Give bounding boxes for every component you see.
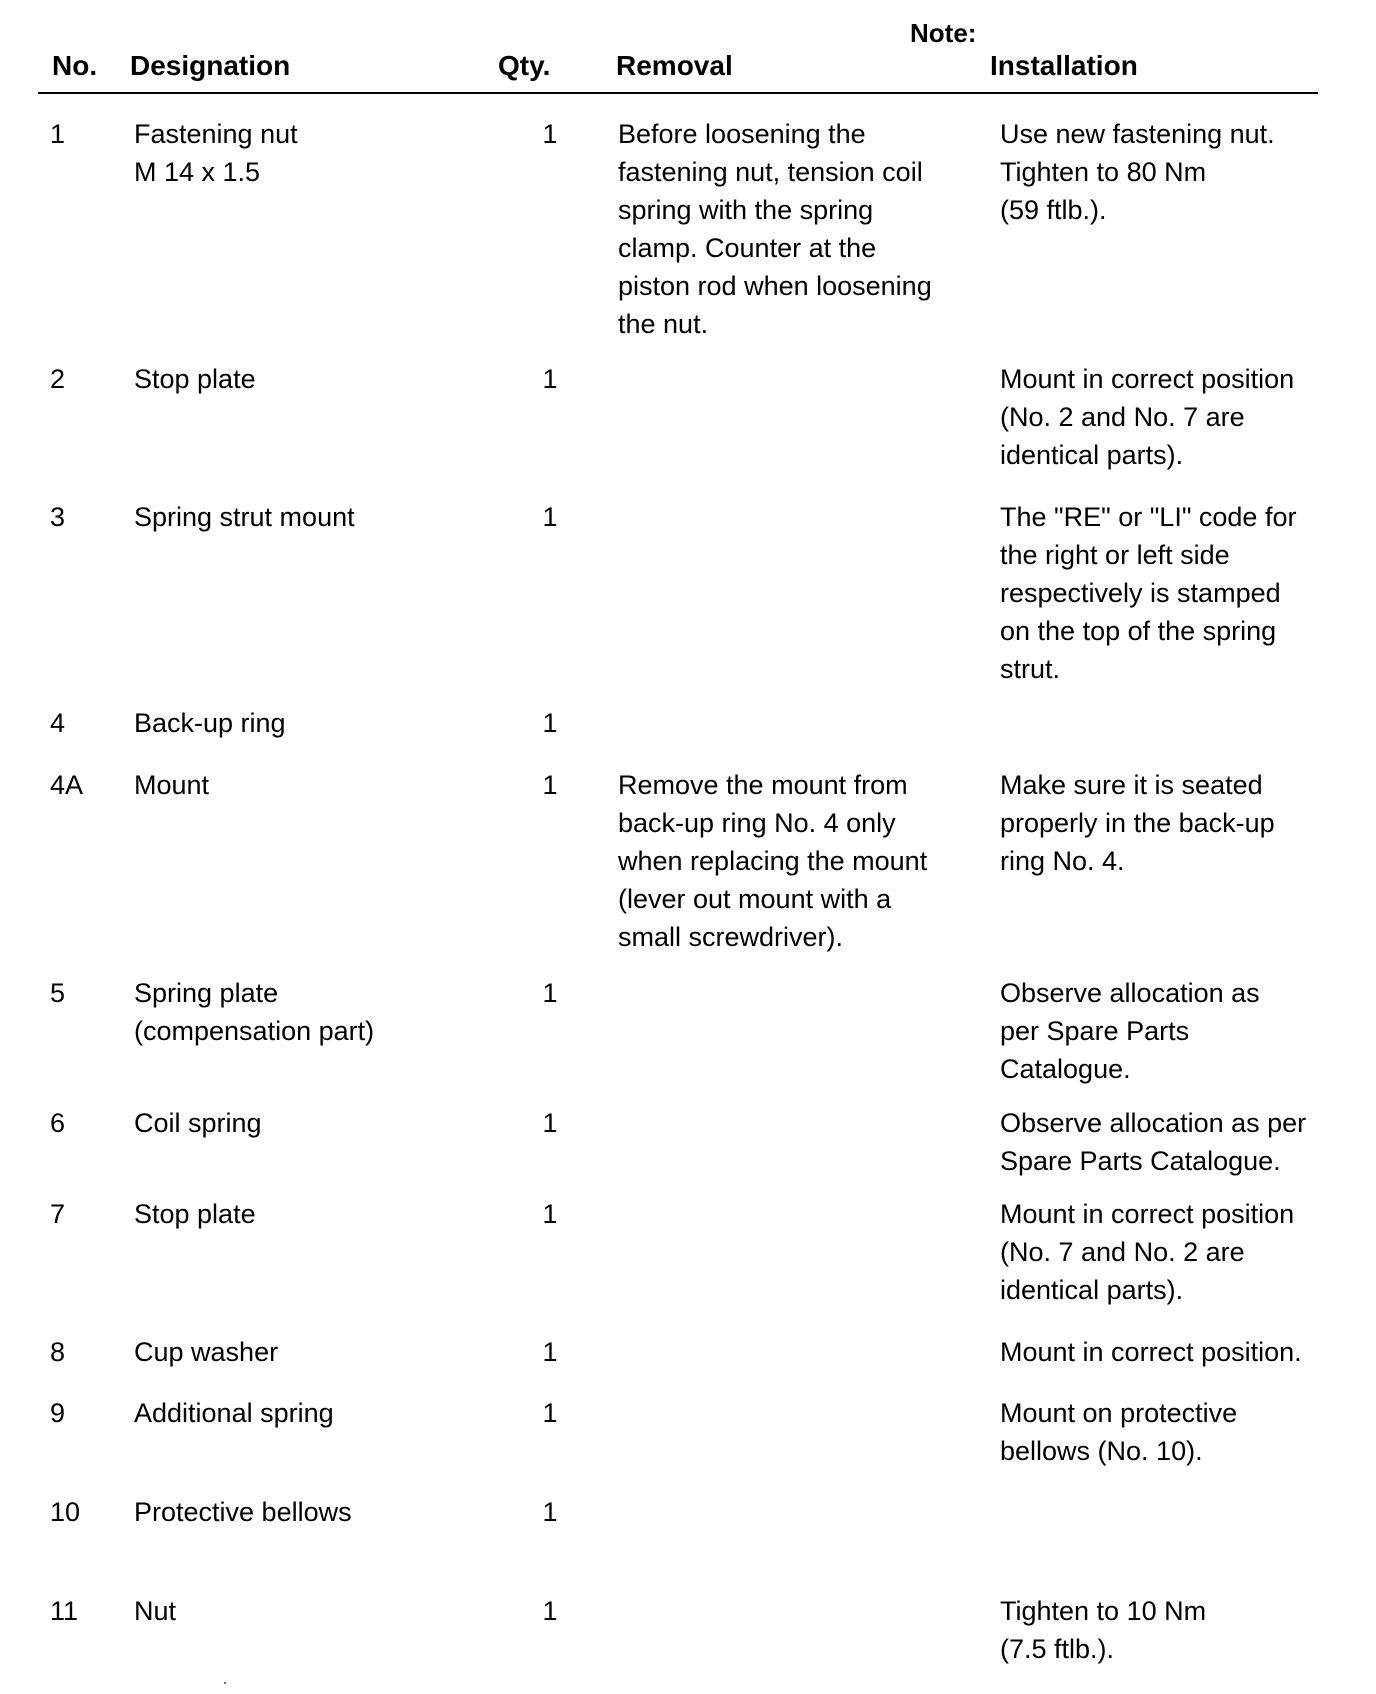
header-divider (38, 92, 1318, 94)
part-quantity: 1 (542, 1337, 558, 1367)
part-designation: Spring strut mount (134, 502, 355, 532)
part-number: 9 (50, 1398, 66, 1428)
part-quantity: 1 (542, 1398, 558, 1428)
part-number: 3 (50, 502, 66, 532)
installation-note: Observe allocation as per Spare Parts Catalogue. (1000, 1108, 1307, 1176)
installation-note: Mount in correct position (No. 2 and No. 7 are identical parts). (1000, 364, 1295, 470)
part-quantity: 1 (542, 1108, 558, 1138)
removal-note: Before loosening the fastening nut, tension coil spring with the spring clamp. Counter at the piston rod when loosening the nut. (618, 119, 932, 339)
part-quantity: 1 (542, 978, 558, 1008)
part-quantity: 1 (542, 502, 558, 532)
part-designation: Spring plate (compensation part) (134, 978, 375, 1046)
note-label: Note: (910, 18, 977, 48)
installation-note: Use new fastening nut. Tighten to 80 Nm (59 ftlb.). (1000, 119, 1275, 225)
installation-note: Tighten to 10 Nm (7.5 ftlb.). (1000, 1596, 1207, 1664)
part-designation: Stop plate (134, 364, 256, 394)
installation-note: The "RE" or "LI" code for the right or left side respectively is stamped on the top of the spring strut. (1000, 502, 1297, 684)
part-designation: Back-up ring (134, 708, 286, 738)
part-number: 4A (50, 770, 84, 800)
part-quantity: 1 (542, 1199, 558, 1229)
part-number: 8 (50, 1337, 66, 1367)
installation-note: Mount in correct position (No. 7 and No. 2 are identical parts). (1000, 1199, 1295, 1305)
part-designation: Additional spring (134, 1398, 334, 1428)
column-header-qty: Qty. (498, 50, 551, 81)
part-number: 10 (50, 1497, 81, 1527)
part-designation: Fastening nut M 14 x 1.5 (134, 119, 298, 187)
removal-note: Remove the mount from back-up ring No. 4 only when replacing the mount (lever out mount with a small screwdriver). (618, 770, 928, 952)
part-quantity: 1 (542, 770, 558, 800)
installation-note: Mount on protective bellows (No. 10). (1000, 1398, 1238, 1466)
scan-speck (224, 1682, 226, 1684)
installation-note: Mount in correct position. (1000, 1337, 1302, 1367)
part-quantity: 1 (542, 364, 558, 394)
column-header-removal: Removal (616, 50, 733, 81)
part-designation: Coil spring (134, 1108, 262, 1138)
part-number: 6 (50, 1108, 66, 1138)
part-number: 5 (50, 978, 66, 1008)
installation-note: Observe allocation as per Spare Parts Catalogue. (1000, 978, 1260, 1084)
part-designation: Stop plate (134, 1199, 256, 1229)
part-designation: Cup washer (134, 1337, 279, 1367)
part-quantity: 1 (542, 119, 558, 149)
part-designation: Protective bellows (134, 1497, 352, 1527)
part-number: 4 (50, 708, 66, 738)
part-designation: Mount (134, 770, 210, 800)
part-number: 2 (50, 364, 66, 394)
part-quantity: 1 (542, 708, 558, 738)
part-designation: Nut (134, 1596, 177, 1626)
part-quantity: 1 (542, 1596, 558, 1626)
column-header-installation: Installation (990, 50, 1138, 81)
installation-note: Make sure it is seated properly in the back-up ring No. 4. (1000, 770, 1275, 876)
column-header-designation: Designation (130, 50, 291, 81)
part-quantity: 1 (542, 1497, 558, 1527)
part-number: 1 (50, 119, 66, 149)
column-header-no: No. (52, 50, 98, 81)
part-number: 7 (50, 1199, 66, 1229)
part-number: 11 (50, 1596, 79, 1626)
